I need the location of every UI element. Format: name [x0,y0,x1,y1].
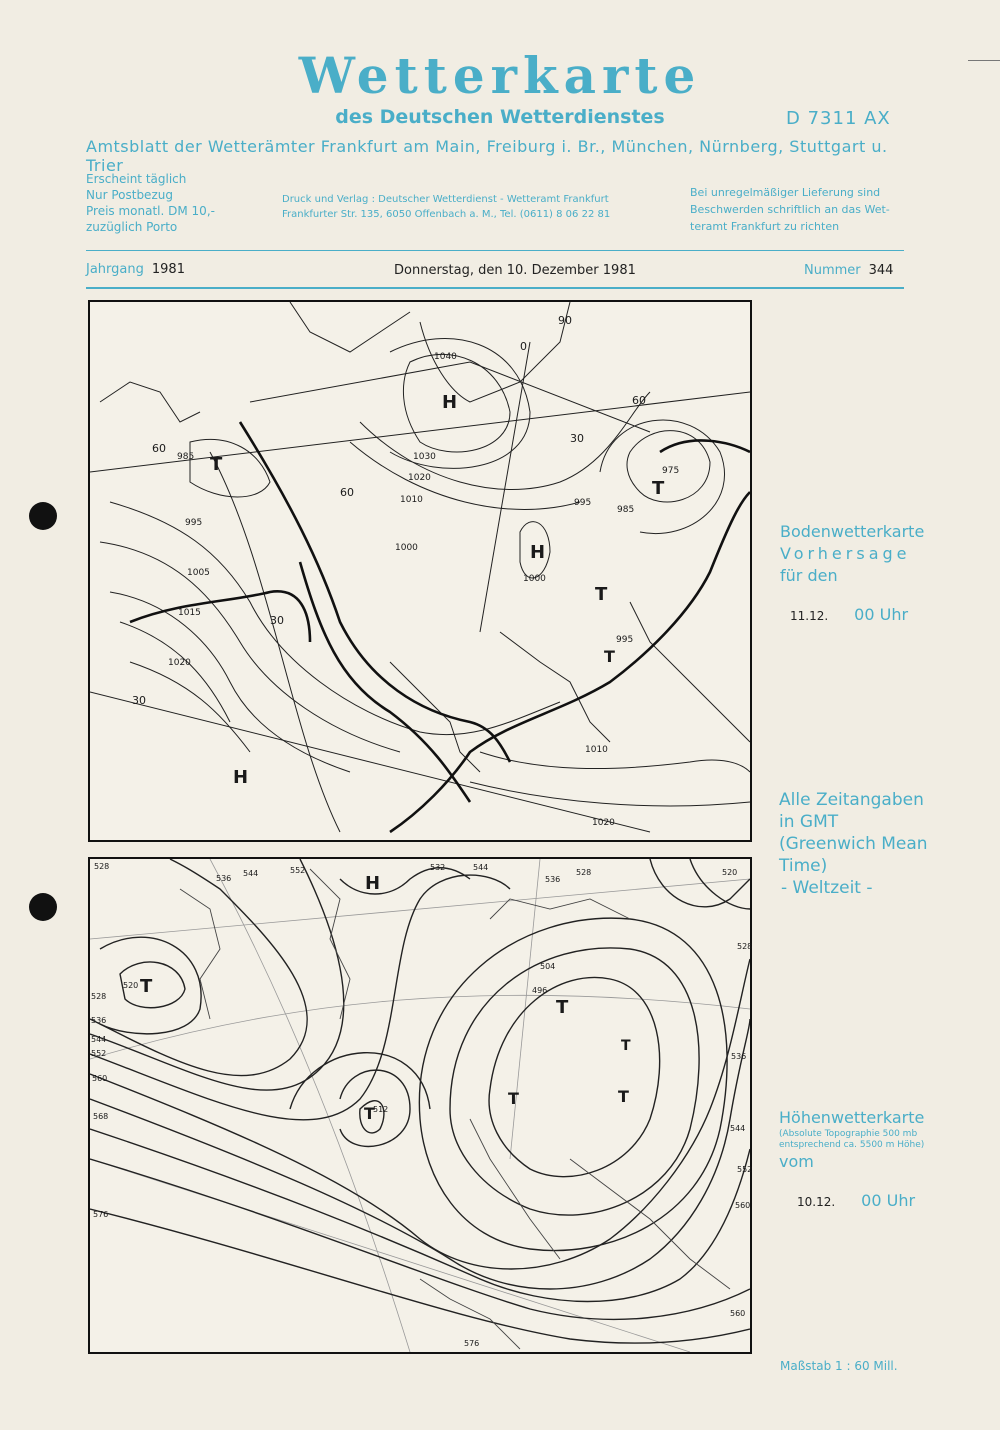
page-title: Wetterkarte [298,46,702,105]
meridian-label: 30 [270,614,284,627]
subtitle: des Deutschen Wetterdienstes [335,106,665,128]
surface-map-label: Bodenwetterkarte Vorhersage für den [780,522,925,585]
contour-label: 552 [737,1165,753,1174]
contour-label: 560 [735,1201,751,1210]
contour-label: 544 [473,863,489,872]
low-pressure-center: T [508,1089,519,1108]
coastline [100,382,200,422]
isobar [120,622,230,722]
coastline [470,1119,560,1259]
complaint-info: Bei unregelmäßiger Lieferung sind Beschwerden schriftlich an das Wet- teramt Frankfurt zu richten [690,186,890,233]
contour-label: 544 [243,869,259,878]
isobar-label: 1030 [413,452,436,462]
contour-label: 520 [123,981,139,990]
low-pressure-center: T [652,478,665,499]
low-pressure-center: T [140,976,153,997]
meridian-label: 90 [558,314,572,327]
contour-label: 520 [722,868,738,877]
amtsblatt-line: Amtsblatt der Wetterämter Frankfurt am Main, Freiburg i. Br., München, Nürnberg, Stuttgart u. Trier [86,137,888,175]
isobar-label: 985 [617,505,635,515]
isobar [110,502,560,735]
contour-label: 552 [290,866,306,875]
punch-hole [29,502,57,530]
isobar [390,339,530,469]
low-pressure-center: T [604,647,615,666]
height-contour [650,859,750,907]
upper-map-note: (Absolute Topographie 500 mb entsprechend ca. 5500 m Höhe) [779,1129,925,1150]
high-pressure-center: H [233,767,249,788]
contour-label: 552 [91,1049,107,1058]
isobar-label: 995 [574,498,592,508]
contour-label: 504 [540,962,556,971]
low-pressure-center: T [364,1104,375,1123]
height-contour [90,859,307,1076]
surface-map-validity: 11.12. 00 Uhr [790,605,909,624]
isobar-label: 1010 [585,745,608,755]
contour-label: 528 [737,942,753,951]
high-pressure-center: H [530,542,546,563]
publisher-info: Druck und Verlag : Deutscher Wetterdienst - Wetteramt Frankfurt Frankfurter Str. 135, 6050 Offenbach a. M., Tel. (0611) 8 06 22 81 [282,194,611,220]
height-contour [90,859,344,1090]
isobar-label: 995 [185,518,203,528]
isobar-label: 1020 [592,818,615,828]
contour-label: 496 [532,986,548,995]
isobar-label: 1020 [408,473,431,483]
high-pressure-center: H [442,392,458,413]
height-contour [340,868,470,894]
issue-date: Donnerstag, den 10. Dezember 1981 [394,263,636,278]
low-pressure-center: T [556,997,569,1018]
isobar-label: 1005 [187,568,210,578]
contour-label: 536 [91,1016,107,1025]
grid-line [90,995,750,1059]
meridian-label: 60 [632,394,646,407]
isobar [190,439,270,497]
upper-map-validity: 10.12. 00 Uhr [797,1191,916,1210]
isobar-label: 1040 [434,352,457,362]
height-contour [90,1209,750,1343]
isobar-label: 1010 [400,495,423,505]
coastline [290,302,410,352]
contour-label: 560 [92,1074,108,1083]
upper-map-drawing [90,859,753,1352]
grid-line [90,1159,690,1352]
contour-label: 536 [545,875,561,884]
isobar-label: 1000 [395,543,418,553]
coastline [630,602,750,742]
height-contour [450,948,699,1215]
contour-label: 532 [430,863,446,872]
gmt-note: Alle Zeitangaben in GMT (Greenwich Mean Time) - Weltzeit - [779,790,928,898]
contour-label: 544 [91,1035,107,1044]
map-scale: Maßstab 1 : 60 Mill. [780,1359,898,1373]
contour-label: 576 [464,1339,480,1348]
isobar-label: 1020 [168,658,191,668]
isobar-label: 985 [177,452,195,462]
contour-label: 536 [216,874,232,883]
header-rule [86,250,904,251]
low-pressure-center: T [621,1038,631,1054]
jahrgang: Jahrgang 1981 [86,262,185,277]
isobar [600,420,725,534]
punch-hole [29,893,57,921]
subscription-info: Erscheint täglich Nur Postbezug Preis monatl. DM 10,- zuzüglich Porto [86,172,215,234]
isobar [480,752,750,772]
height-contour [90,1019,753,1289]
surface-weather-map [88,300,752,842]
isobar-label: 995 [616,635,634,645]
contour-label: 568 [93,1112,109,1121]
isobar [470,782,750,806]
upper-air-map [88,857,752,1354]
meridian-label: 60 [152,442,166,455]
meridian-label: 30 [132,694,146,707]
isobar [110,592,350,772]
issue-number: Nummer 344 [804,263,894,278]
meridian-label: 0 [520,340,527,353]
low-pressure-center: T [618,1087,629,1106]
contour-label: 576 [93,1210,109,1219]
coastline [570,1159,730,1289]
contour-label: 512 [373,1105,389,1114]
height-contour [90,1129,753,1302]
isobar-label: 1000 [523,574,546,584]
isobar [360,392,650,490]
low-pressure-center: T [595,584,608,605]
dateline-rule [86,287,904,289]
contour-label: 536 [731,1052,747,1061]
low-pressure-center: T [210,454,223,475]
contour-label: 528 [94,862,110,871]
meridian-label: 30 [570,432,584,445]
isobar-label: 975 [662,466,680,476]
height-contour [419,918,727,1250]
meridian-line [210,452,340,832]
isobar [350,442,580,510]
coastline [490,899,630,919]
upper-map-label: Höhenwetterkarte (Absolute Topographie 500 mb entsprechend ca. 5500 m Höhe) vom [779,1108,925,1171]
publication-code: D 7311 AX [786,108,891,129]
isobar-label: 1015 [178,608,201,618]
contour-label: 544 [730,1124,746,1133]
contour-label: 560 [730,1309,746,1318]
contour-label: 528 [91,992,107,1001]
coastline [180,889,220,1019]
high-pressure-center: H [365,873,381,894]
contour-label: 528 [576,868,592,877]
meridian-label: 60 [340,486,354,499]
grid-line [90,879,750,939]
height-contour [489,977,660,1176]
